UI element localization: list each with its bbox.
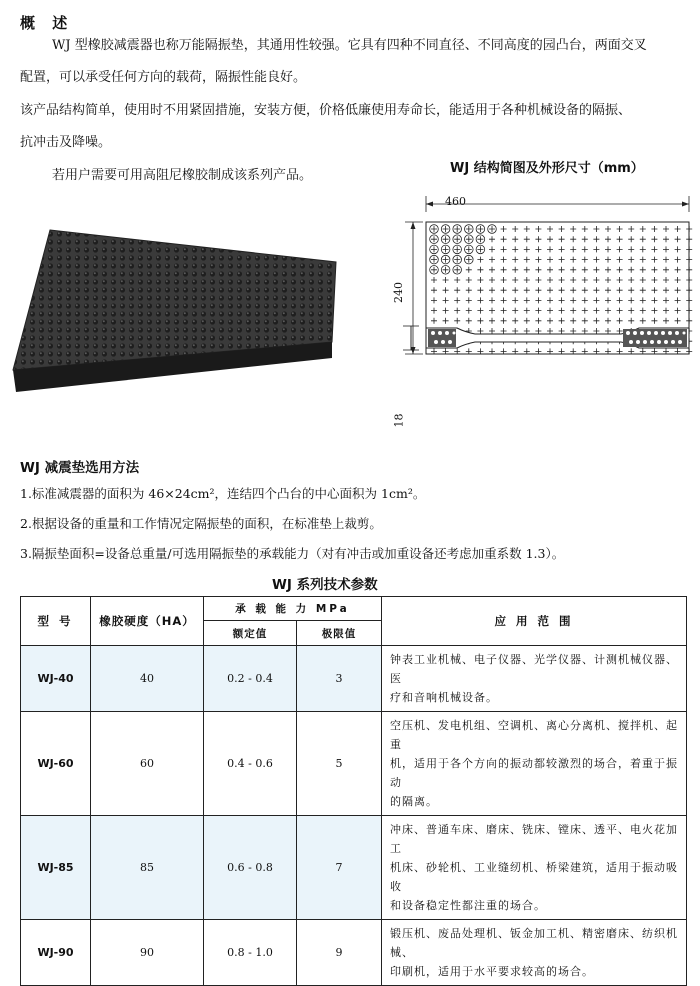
row-hardness: 85 (91, 816, 204, 920)
application-line: 钟表工业机械、电子仪器、光学仪器、计测机械仪器、医 (390, 653, 678, 685)
row-limit: 5 (297, 712, 382, 816)
row-model: WJ-85 (21, 816, 91, 920)
usage-item-1: 1.标准减震器的面积为 46×24cm²，连结四个凸台的中心面积为 1cm²。 (20, 486, 426, 501)
row-rated: 0.6 - 0.8 (204, 816, 297, 920)
application-line: 和设备稳定性都注重的场合。 (390, 899, 546, 912)
row-application (382, 646, 687, 712)
header-limit: 极限值 (297, 621, 382, 646)
table-row (21, 920, 687, 986)
row-hardness: 40 (91, 646, 204, 712)
overview-line-1: WJ 型橡胶减震器也称万能隔振垫，其通用性较强。它具有四种不同直径、不同高度的园凸台，两面交叉 (52, 38, 647, 53)
table-row (21, 646, 687, 712)
row-application (382, 920, 687, 986)
application-line: 印刷机，适用于水平要求较高的场合。 (390, 965, 594, 978)
header-model: 型 号 (21, 597, 91, 646)
row-application (382, 712, 687, 816)
usage-item-3: 3.隔振垫面积=设备总重量/可选用隔振垫的承载能力（对有冲击或加重设备还考虑加重系数 1.3）。 (20, 546, 565, 561)
height-dimension-label: 240 (392, 282, 405, 303)
row-application (382, 816, 687, 920)
spec-table (20, 596, 687, 986)
application-line: 疗和音响机械设备。 (390, 691, 498, 704)
width-dimension-label: 460 (445, 195, 466, 208)
row-model: WJ-60 (21, 712, 91, 816)
application-line: 空压机、发电机组、空调机、离心分离机、搅拌机、起重 (390, 719, 678, 751)
thickness-dimension-label: 18 (392, 413, 406, 428)
application-line: 锻压机、废品处理机、钣金加工机、精密磨床、纺织机械、 (390, 927, 678, 959)
header-hardness: 橡胶硬度（HA） (91, 597, 204, 646)
structure-diagram (385, 188, 700, 423)
header-rated: 额定值 (204, 621, 297, 646)
application-line: 机，适用于各个方向的振动都较激烈的场合，着重于振动 (390, 757, 678, 789)
spec-table-title: WJ 系列技术参数 (272, 577, 378, 593)
overview-title: 概 述 (20, 14, 74, 32)
row-limit: 9 (297, 920, 382, 986)
overview-line-2: 配置，可以承受任何方向的载荷，隔振性能良好。 (20, 70, 307, 85)
row-rated: 0.2 - 0.4 (204, 646, 297, 712)
diagram-title: WJ 结构简图及外形尺寸（mm） (450, 161, 644, 176)
header-capacity: 承 载 能 力 MPa (204, 597, 382, 621)
overview-line-5: 若用户需要可用高阻尼橡胶制成该系列产品。 (52, 168, 313, 183)
row-rated: 0.8 - 1.0 (204, 920, 297, 986)
header-application: 应 用 范 围 (382, 597, 687, 646)
row-hardness: 90 (91, 920, 204, 986)
table-row (21, 712, 687, 816)
overview-line-3: 该产品结构简单，使用时不用紧固措施，安装方便，价格低廉使用寿命长，能适用于各种机械设备的隔振、 (20, 103, 632, 118)
row-model: WJ-90 (21, 920, 91, 986)
row-limit: 7 (297, 816, 382, 920)
application-line: 冲床、普通车床、磨床、铣床、镗床、透平、电火花加工 (390, 823, 678, 855)
row-rated: 0.4 - 0.6 (204, 712, 297, 816)
usage-title: WJ 减震垫选用方法 (20, 460, 140, 476)
row-limit: 3 (297, 646, 382, 712)
row-hardness: 60 (91, 712, 204, 816)
table-row (21, 816, 687, 920)
usage-item-2: 2.根据设备的重量和工作情况定隔振垫的面积，在标准垫上裁剪。 (20, 516, 382, 531)
application-line: 的隔离。 (390, 795, 438, 808)
row-model: WJ-40 (21, 646, 91, 712)
rubber-pad-photo (10, 222, 348, 402)
application-line: 机床、砂轮机、工业缝纫机、桥梁建筑，适用于振动吸收 (390, 861, 678, 893)
overview-line-4: 抗冲击及降噪。 (20, 135, 112, 150)
